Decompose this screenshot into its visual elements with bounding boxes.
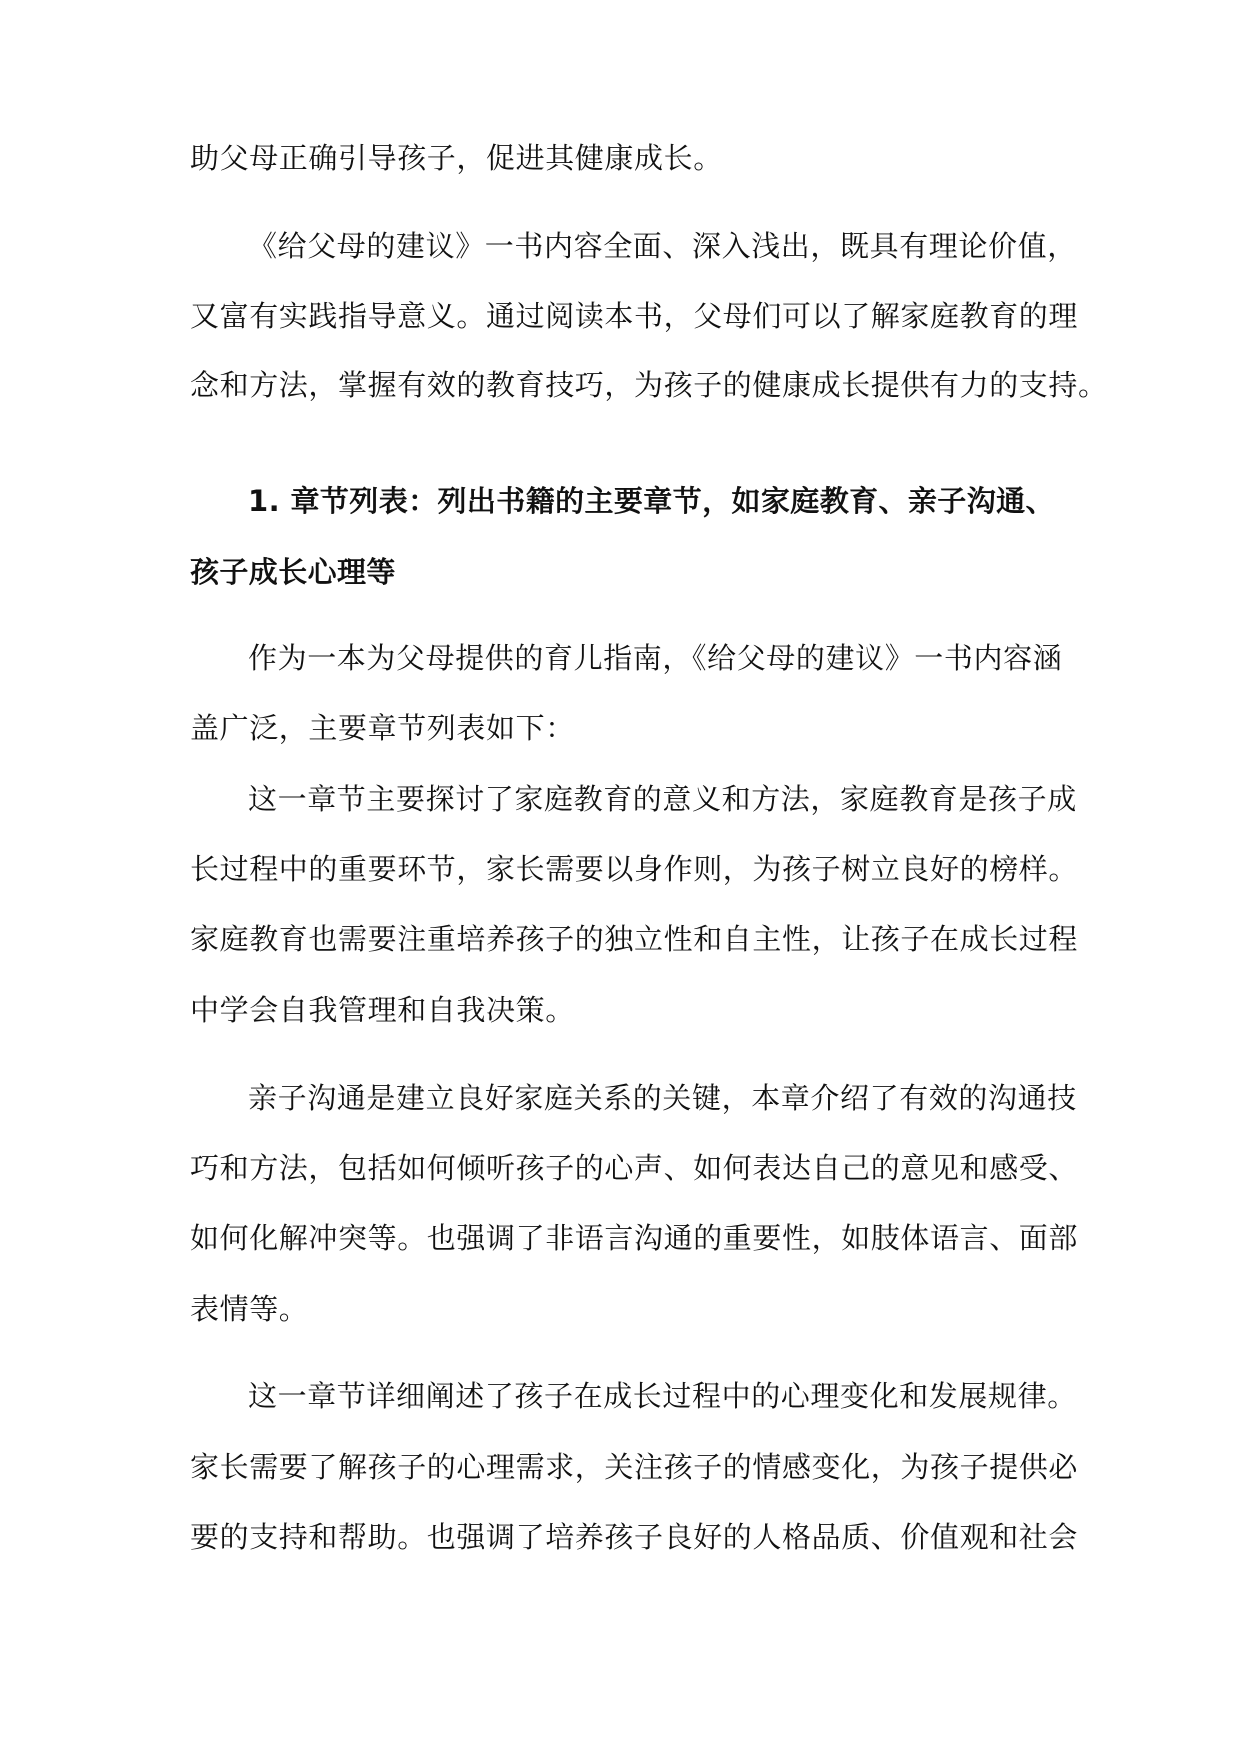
text-line: 《给父母的建议》一书内容全面、深入浅出，既具有理论价值，	[248, 229, 1077, 263]
text-line: 家庭教育也需要注重培养孩子的独立性和自主性，让孩子在成长过程	[190, 922, 1079, 956]
text-line: 家长需要了解孩子的心理需求，关注孩子的情感变化，为孩子提供必	[190, 1450, 1079, 1484]
text-line: 长过程中的重要环节，家长需要以身作则，为孩子树立良好的榜样。	[190, 852, 1079, 886]
text-line: 表情等。	[190, 1292, 309, 1326]
text-line: 又富有实践指导意义。通过阅读本书，父母们可以了解家庭教育的理	[190, 299, 1079, 333]
text-line: 盖广泛，主要章节列表如下：	[190, 711, 575, 745]
section-heading-continued: 孩子成长心理等	[190, 555, 396, 589]
section-heading: 1. 章节列表：列出书籍的主要章节，如家庭教育、亲子沟通、	[248, 484, 1055, 518]
text-line: 这一章节详细阐述了孩子在成长过程中的心理变化和发展规律。	[248, 1379, 1077, 1413]
text-line: 念和方法，掌握有效的教育技巧，为孩子的健康成长提供有力的支持。	[190, 368, 1108, 402]
text-line: 要的支持和帮助。也强调了培养孩子良好的人格品质、价值观和社会	[190, 1520, 1079, 1554]
text-line: 助父母正确引导孩子，促进其健康成长。	[190, 141, 723, 175]
text-line: 这一章节主要探讨了家庭教育的意义和方法，家庭教育是孩子成	[248, 782, 1077, 816]
text-line: 作为一本为父母提供的育儿指南，《给父母的建议》一书内容涵	[248, 641, 1063, 675]
text-line: 巧和方法，包括如何倾听孩子的心声、如何表达自己的意见和感受、	[190, 1151, 1079, 1185]
text-line: 如何化解冲突等。也强调了非语言沟通的重要性，如肢体语言、面部	[190, 1221, 1079, 1255]
text-line: 中学会自我管理和自我决策。	[190, 993, 575, 1027]
text-line: 亲子沟通是建立良好家庭关系的关键，本章介绍了有效的沟通技	[248, 1081, 1077, 1115]
